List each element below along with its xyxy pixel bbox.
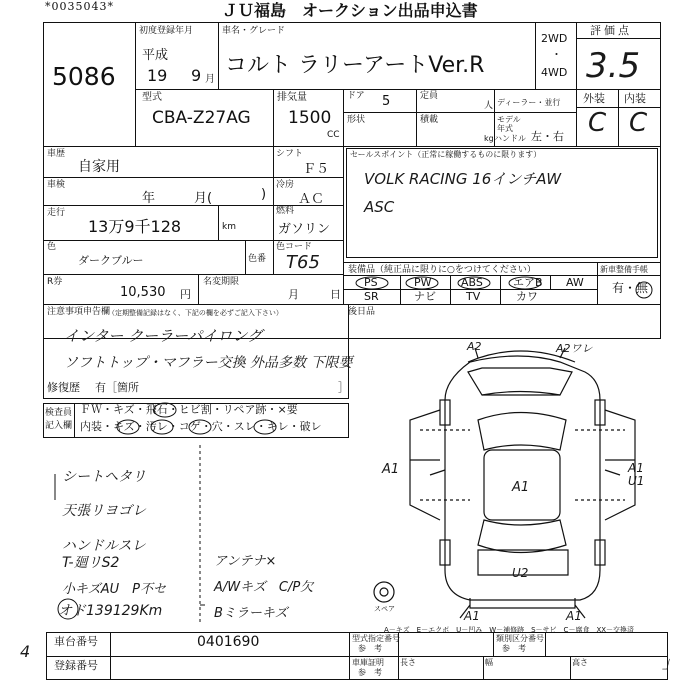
usage-label: 車歴 — [47, 149, 66, 159]
shape-label: 形状 — [347, 115, 366, 125]
inspector-note-1: シートヘタリ — [62, 469, 146, 485]
damage-left: A1 — [382, 462, 400, 477]
capacity-label: 定員 — [420, 91, 439, 101]
registration-label: 初度登録年月 — [139, 26, 194, 36]
notes-line-1: インター クーラーパイロング — [64, 327, 263, 345]
registration-era: 平成 — [142, 48, 169, 63]
load-unit: kg — [484, 134, 494, 143]
class-number-label: 類別区分番号 — [496, 634, 544, 643]
inspector-row-2: 内装・キズ・汚レ・コゲ・穴・スレ・キレ・破レ — [80, 420, 322, 433]
inspection-year: 年 — [142, 191, 156, 206]
equip-abs: ABS — [461, 276, 483, 289]
class-ref-label: 参 考 — [502, 644, 526, 653]
inspection-label: 車検 — [47, 180, 66, 190]
ac-value: ＡＣ — [298, 192, 325, 207]
shift-label: シフト — [276, 149, 304, 159]
drive-4wd: 4WD — [541, 66, 568, 79]
equip-aw: AW — [566, 276, 584, 289]
interior-grade: C — [629, 108, 648, 138]
grade-label: 評価点 — [590, 24, 632, 37]
interior-label: 内装 — [624, 92, 646, 105]
model-value: CBA-Z27AG — [152, 108, 251, 128]
doors-label: ドア — [347, 91, 365, 101]
handle-value: 左・右 — [531, 130, 564, 143]
width-label: 幅 — [485, 658, 493, 667]
frame-number: 0401690 — [197, 634, 260, 650]
grade-score: 3.5 — [586, 46, 641, 86]
displacement-label: 排気量 — [277, 92, 307, 103]
mileage-label: 走行 — [47, 208, 66, 218]
sales-point-1: VOLK RACING 16インチAW — [364, 170, 562, 188]
spare-label: スペア — [374, 605, 395, 613]
color-number-label: 色番 — [248, 254, 267, 264]
equip-tv: TV — [466, 290, 481, 303]
lot-number: 5086 — [52, 62, 116, 91]
damage-center: A1 — [512, 480, 530, 495]
inspector-note-4: T-廻リS2 — [62, 555, 120, 571]
damage-right: A1 U1 — [628, 461, 645, 488]
exterior-grade: C — [588, 108, 607, 138]
damage-front-left: A2 — [467, 340, 482, 353]
handle-label: ハンドル — [494, 134, 526, 143]
inspector-note-3: ハンドルスレ — [62, 538, 146, 554]
notes-line-2: ソフトトップ・マフラー交換 外品多数 下限要 — [64, 355, 353, 371]
model-label: 型式 — [142, 92, 162, 103]
after-parts-label: 後日品 — [348, 307, 376, 317]
footer-bracket: 」 — [662, 653, 679, 672]
inspection-close: ) — [261, 187, 267, 202]
garage-cert-label: 車庫証明 — [352, 658, 384, 667]
car-name-label: 車名・グレード — [222, 26, 286, 36]
sales-point-2: ASC — [364, 198, 395, 216]
damage-front-right: A2ワレ — [556, 342, 593, 355]
damage-legend: A－キズ E－エクボ U－凹み W－補修跡 S－サビ C－腐食 XX－交換済 — [384, 626, 635, 634]
frame-number-label: 車台番号 — [54, 635, 98, 648]
height-label: 高さ — [572, 658, 588, 667]
registration-month-unit: 月 — [205, 74, 215, 85]
car-name: コルト ラリーアートVer.R — [225, 53, 485, 78]
serial-number: *0035043* — [45, 0, 114, 13]
reg-number-label: 登録番号 — [54, 659, 98, 672]
displacement-unit: CC — [327, 130, 340, 140]
color-code-label: 色コード — [276, 242, 313, 252]
equip-leather: カワ — [516, 290, 538, 303]
displacement-value: 1500 — [288, 108, 332, 128]
doors-value: 5 — [382, 94, 391, 109]
damage-bottom-right: A1 — [566, 609, 582, 623]
color-label: 色 — [47, 242, 57, 252]
inspector-label-2: 記入欄 — [45, 421, 73, 431]
color-value: ダークブルー — [78, 254, 144, 267]
name-change-label: 名変期限 — [203, 277, 240, 287]
model-year-label: モデル年式 — [497, 115, 521, 133]
notes-label: 注意事項申告欄 — [47, 307, 111, 317]
ac-label: 冷房 — [276, 180, 295, 190]
name-change-day: 日 — [330, 288, 341, 301]
cert-ref-label: 参 考 — [358, 668, 382, 677]
damage-rear: U2 — [512, 566, 529, 580]
drive-dot: ・ — [551, 48, 562, 61]
inspector-note-right-2: A/Wキズ C/P欠 — [214, 580, 314, 595]
recycle-label: R券 — [47, 277, 63, 287]
inspection-month: 月( — [194, 191, 213, 206]
repair-label: 修復歴 — [47, 381, 80, 394]
equipment-label: 装備品（純正品に限りに○をつけてください） — [348, 265, 536, 275]
inspector-note-right-3: Bミラーキズ — [214, 606, 288, 621]
recycle-unit: 円 — [180, 288, 191, 301]
load-label: 積載 — [420, 115, 439, 125]
notes-small: （定期整備記録はなく、下記の欄を必ずご記入下さい） — [108, 309, 283, 317]
recycle-value: 10,530 — [120, 285, 166, 300]
equip-airbag: エアB — [513, 276, 543, 289]
sales-points-label: セールスポイント（正常に稼働するものに限ります） — [350, 150, 542, 159]
inspector-note-6: オド139129Km — [58, 603, 163, 619]
inspector-row-1: ＦＷ・キズ・飛石・ヒビ割・リペア跡・×要 — [80, 403, 298, 416]
usage-value: 自家用 — [78, 159, 120, 175]
equip-navi: ナビ — [414, 290, 436, 303]
new-car-manual-label: 新車整備手帳 — [600, 265, 648, 274]
repair-close: ］ — [338, 381, 349, 394]
shift-value: Ｆ５ — [303, 162, 330, 177]
fuel-label: 燃料 — [276, 206, 295, 216]
dealer-text: ディーラー・並行 — [497, 98, 561, 107]
type-ref-label: 参 考 — [358, 644, 382, 653]
drive-2wd: 2WD — [541, 32, 568, 45]
inspector-note-5: 小キズAU P不セ — [62, 582, 166, 597]
form-title: ＪＵ福島 オークション出品申込書 — [222, 1, 478, 20]
equip-pw: PW — [414, 276, 432, 289]
name-change-month: 月 — [288, 288, 299, 301]
mileage-value: 13万9千128 — [88, 217, 182, 236]
inspector-label-1: 検査員 — [45, 408, 73, 418]
length-label: 長さ — [400, 658, 416, 667]
manual-value: 有・無 — [612, 281, 649, 295]
side-mark: 4 — [20, 642, 31, 661]
registration-month: 9 — [191, 66, 202, 85]
equip-sr: SR — [364, 290, 379, 303]
damage-bottom-left: A1 — [464, 609, 480, 623]
exterior-label: 外装 — [583, 92, 605, 105]
registration-year: 19 — [147, 66, 168, 85]
equip-ps: PS — [364, 276, 378, 289]
mileage-unit: km — [222, 222, 236, 232]
type-number-label: 型式指定番号 — [352, 634, 400, 643]
inspector-note-2: 天張リヨゴレ — [62, 503, 146, 519]
color-code: T65 — [286, 252, 320, 273]
inspector-note-right-1: アンテナ× — [214, 554, 277, 569]
repair-value: 有［箇所 — [95, 381, 139, 394]
fuel-value: ガソリン — [278, 222, 331, 237]
capacity-unit: 人 — [484, 101, 494, 111]
